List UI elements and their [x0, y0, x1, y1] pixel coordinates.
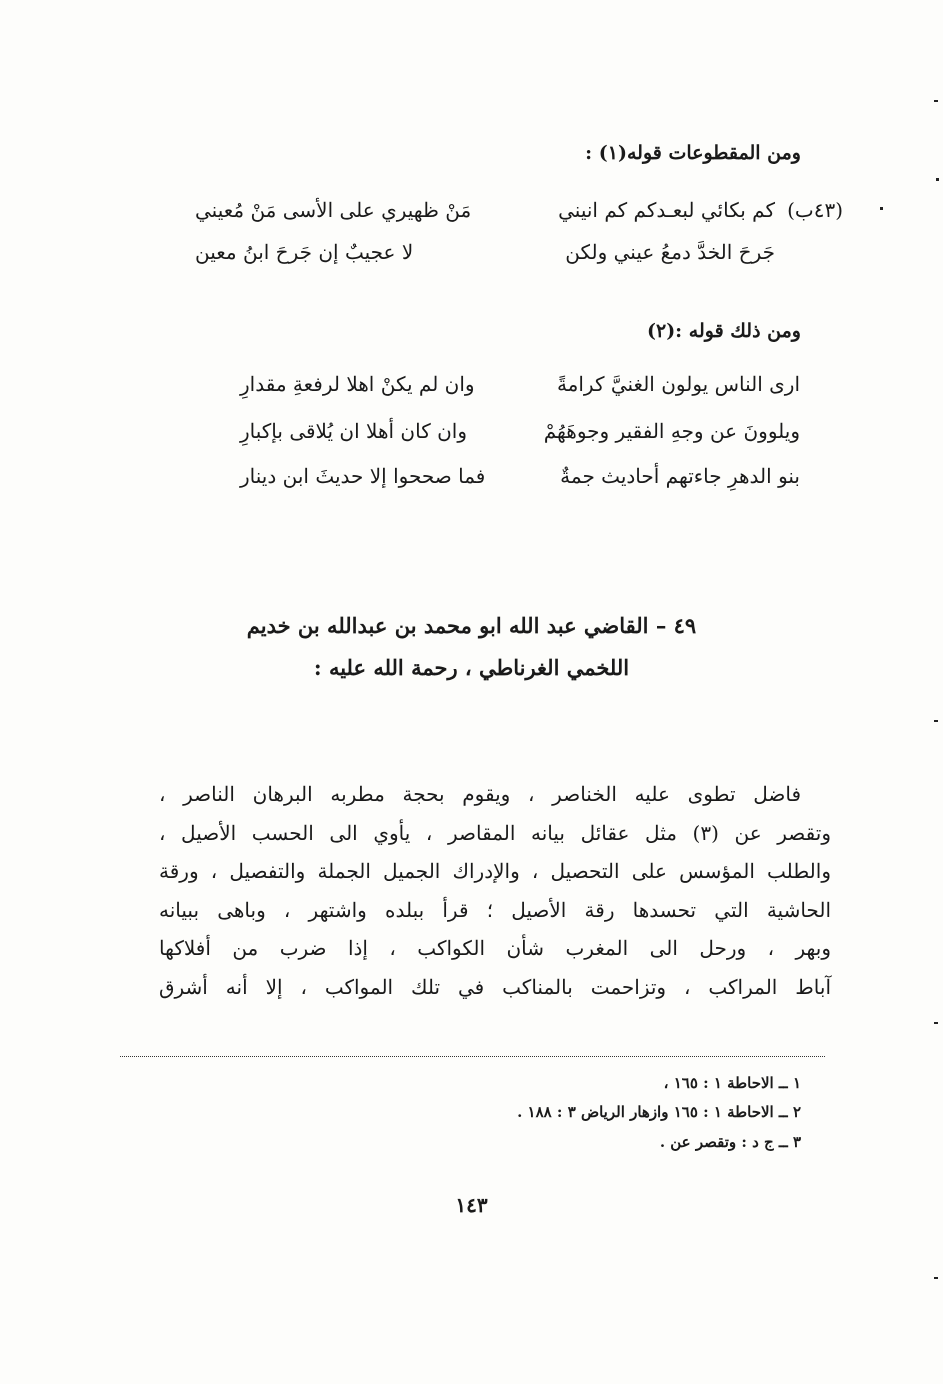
verse-number: (٤٣ب) [787, 198, 843, 222]
biography-title-line-2: اللخمي الغرناطي ، رحمة الله عليه : [313, 655, 630, 680]
scan-edge-mark [934, 720, 938, 722]
hemistich-second: وان كان أهلا ان يُلاقى بإكبارِ [240, 419, 467, 443]
poem2-verse-2 [195, 419, 825, 455]
hemistich-first: جَرحَ الخدَّ دمعُ عيني ولكن [565, 240, 775, 264]
footnote-3: ٣ ــ ج د : وتقصر عن . [659, 1133, 801, 1151]
footnote-1: ١ ــ الاحاطة ١ : ١٦٥ ، [663, 1074, 801, 1092]
paragraph-line: الحاشية التي تحسدها رقة الأصيل ؛ قرأ ببلده واشتهر ، وباهى ببيانه [159, 897, 831, 922]
scan-speck [880, 207, 883, 210]
hemistich-first: ويلوونَ عن وجهِ الفقير وجوهَهُمْ [543, 419, 800, 443]
hemistich-second: لا عجيبٌ إن جَرحَ ابنُ معين [195, 240, 414, 264]
biography-title-line-1: ٤٩ – القاضي عبد الله ابو محمد بن عبدالله بن خديم [246, 613, 697, 638]
paragraph-line: وتقصر عن (٣) مثل عقائل بيانه المقاصر ، يأوي الى الحسب الأصيل ، [159, 820, 831, 845]
paragraph-line: آباط المراكب ، وتزاحمت بالمناكب في تلك المواكب ، إلا أنه أشرق [159, 974, 831, 999]
paragraph-line: وبهر ، ورحل الى المغرب شأن الكواكب ، إذا ضرب من أفلاكها [159, 936, 831, 960]
hemistich-first: كم بكائي لبعـدكم كم انيني [558, 198, 775, 222]
poem2-verse-1 [195, 372, 825, 408]
hemistich-second: وان لم يكنْ اهلا لرفعةِ مقدارِ [240, 372, 475, 396]
hemistich-first: بنو الدهرِ جاءتهم أحاديث جمةٌ [560, 464, 800, 488]
hemistich-second: مَنْ ظهيري على الأسى مَنْ مُعيني [195, 198, 472, 222]
scan-edge-mark [936, 178, 939, 181]
poem2-verse-3 [195, 464, 825, 500]
footnote-2: ٢ ــ الاحاطة ١ : ١٦٥ وازهار الرياض ٣ : ١٨٨ . [517, 1103, 801, 1121]
paragraph-line: والطلب المؤسس على التحصيل ، والإدراك الجميل الجملة والتفصيل ، ورقة [159, 859, 831, 883]
section-heading-maqtuat: ومن المقطوعات قوله(١) : [585, 142, 801, 164]
hemistich-second: فما صححوا إلا حديثَ ابن دينار [240, 464, 486, 488]
page-number: ١٤٣ [455, 1193, 488, 1217]
poem1-verse-2 [195, 240, 825, 276]
scan-edge-mark [934, 1022, 938, 1024]
footnote-separator [120, 1056, 825, 1057]
section-heading-qawluh: ومن ذلك قوله :(٢) [646, 320, 801, 342]
hemistich-first: ارى الناس يولون الغنيَّ كرامةً [556, 372, 800, 396]
scan-edge-mark [934, 1277, 938, 1279]
poem1-verse-1 [195, 198, 843, 234]
paragraph-line: فاضل تطوى عليه الخناصر ، ويقوم بحجة مطربه البرهان الناصر ، [159, 782, 801, 806]
scan-edge-mark [934, 100, 938, 102]
biography-paragraph [159, 775, 831, 1006]
